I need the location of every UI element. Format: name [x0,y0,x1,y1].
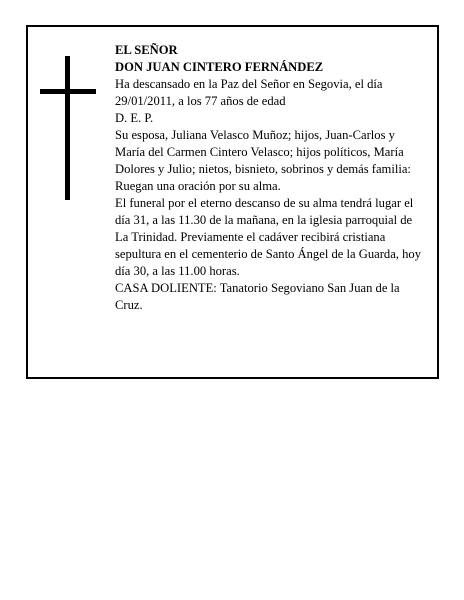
notice-heading-title: EL SEÑOR [115,43,178,57]
funeral-details: El funeral por el eterno descanso de su alma tendrá lugar el día 31, a las 11.30 de la mañana, en la iglesia parroquial de La Trinidad. Previamente el cadáver recibirá cristiana sepultura en el cementerio de Santo Ángel de la Guarda, hoy día 30, a las 11.00 horas. [115,196,421,278]
cross-vertical-bar [65,56,70,200]
cross-icon [40,56,96,200]
obituary-notice [26,25,439,379]
prayer-request: Ruegan una oración por su alma. [115,179,281,193]
cross-horizontal-bar [40,89,96,94]
rip-text: D. E. P. [115,111,154,125]
mourning-house: CASA DOLIENTE: Tanatorio Segoviano San Juan de la Cruz. [115,281,400,312]
deceased-name: DON JUAN CINTERO FERNÁNDEZ [115,60,324,74]
death-info: Ha descansado en la Paz del Señor en Segovia, el día 29/01/2011, a los 77 años de edad [115,77,383,108]
family-list: Su esposa, Juliana Velasco Muñoz; hijos, Juan-Carlos y María del Carmen Cintero Velasco; hijos políticos, María Dolores y Julio; nietos, bisnieto, sobrinos y demás familia: [115,128,411,176]
notice-body [115,42,425,314]
